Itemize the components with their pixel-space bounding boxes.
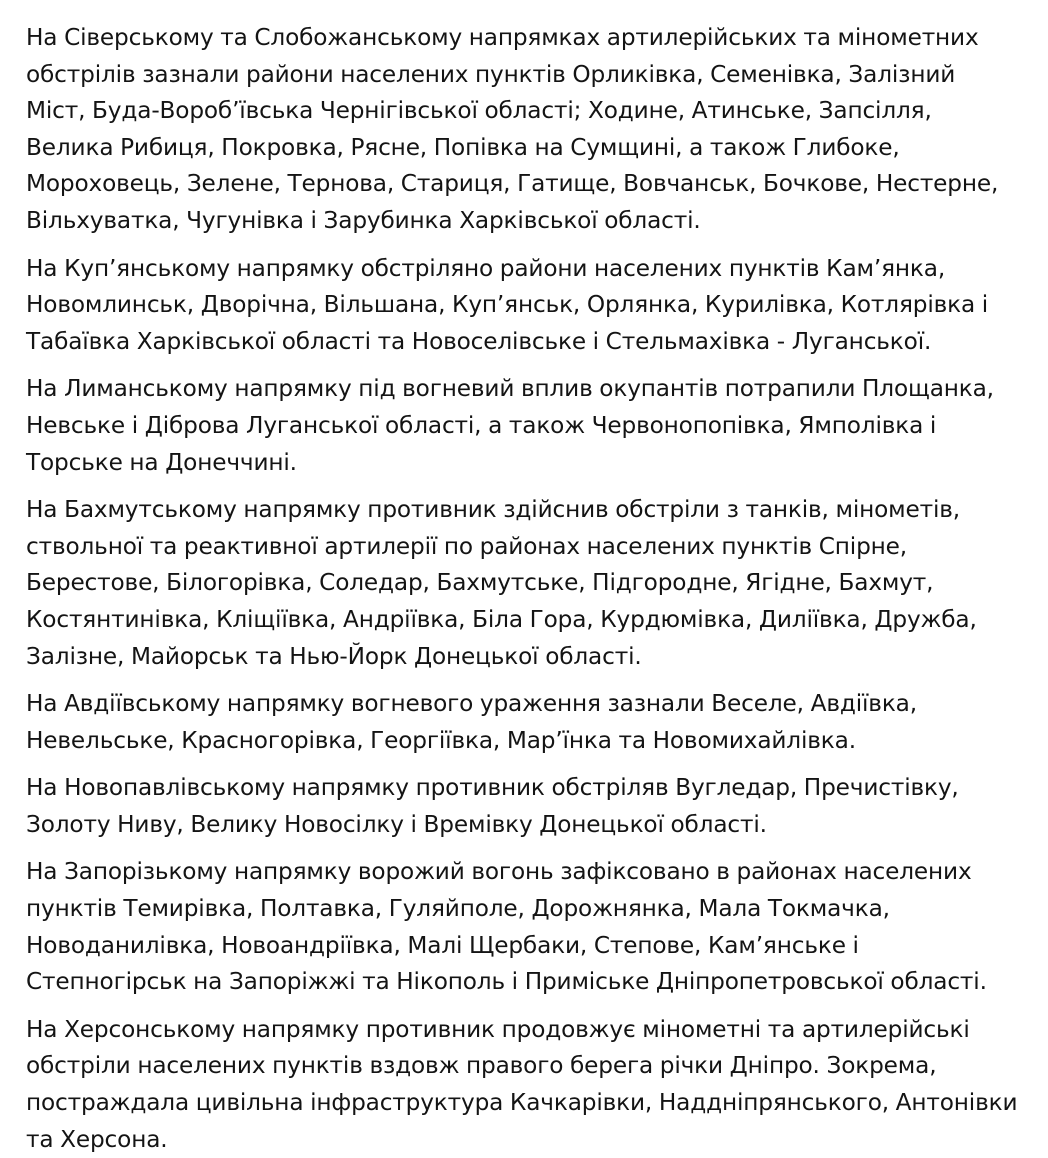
text-line: ствольної та реактивної артилерії по районах населених пунктів Спірне, <box>26 532 908 560</box>
text-line: На Запорізькому напрямку ворожий вогонь зафіксовано в районах населених <box>26 858 972 886</box>
text-line: Міст, Буда-Вороб’ївська Чернігівської області; Ходине, Атинське, Запсілля, <box>26 97 932 125</box>
text-line: Торське на Донеччині. <box>26 448 297 476</box>
text-line: Степногірськ на Запоріжжі та Нікополь і Приміське Дніпропетровської області. <box>26 968 987 996</box>
text-line: На Сіверському та Слобожанському напрямках артилерійських та мінометних <box>26 24 979 51</box>
text-line: Костянтинівка, Кліщіївка, Андріївка, Біла Гора, Курдюмівка, Диліївка, Дружба, <box>26 605 977 633</box>
text-line: Золоту Ниву, Велику Новосілку і Времівку Донецької області. <box>26 810 767 838</box>
text-line: На Бахмутському напрямку противник здійснив обстріли з танків, мінометів, <box>26 496 961 524</box>
text-line: На Авдіївському напрямку вогневого ураження зазнали Веселе, Авдіївка, <box>26 690 917 718</box>
paragraph-zaporizhzhia <box>26 854 1028 1000</box>
paragraph-kupiansk <box>26 251 1028 361</box>
text-line: Табаївка Харківської області та Новоселівське і Стельмахівка - Луганської. <box>26 327 932 355</box>
text-line: Новоданилівка, Новоандріївка, Малі Щербаки, Степове, Кам’янське і <box>26 931 859 959</box>
paragraph-kherson <box>26 1012 1028 1158</box>
text-line: Новомлинськ, Дворічна, Вільшана, Куп’янськ, Орлянка, Курилівка, Котлярівка і <box>26 291 989 319</box>
text-line: обстрілів зазнали райони населених пунктів Орликівка, Семенівка, Залізний <box>26 60 956 88</box>
text-line: обстріли населених пунктів вздовж правого берега річки Дніпро. Зокрема, <box>26 1052 937 1080</box>
text-line: Невське і Діброва Луганської області, а також Червонопопівка, Ямполівка і <box>26 411 937 439</box>
text-line: та Херсона. <box>26 1125 168 1153</box>
paragraph-novopavlivka <box>26 770 1028 843</box>
text-line: Берестове, Білогорівка, Соледар, Бахмутське, Підгородне, Ягідне, Бахмут, <box>26 569 934 597</box>
paragraph-avdiivka <box>26 686 1028 759</box>
text-line: Мороховець, Зелене, Тернова, Стариця, Гатище, Вовчанськ, Бочкове, Нестерне, <box>26 170 999 198</box>
paragraph-siversky-slobozhansky <box>26 20 1028 240</box>
text-line: На Новопавлівському напрямку противник обстріляв Вугледар, Пречистівку, <box>26 774 959 802</box>
text-line: Залізне, Майорськ та Нью-Йорк Донецької області. <box>26 642 642 670</box>
text-line: постраждала цивільна інфраструктура Качкарівки, Наддніпрянського, Антонівки <box>26 1089 1018 1117</box>
text-line: На Херсонському напрямку противник продовжує мінометні та артилерійські <box>26 1015 970 1043</box>
paragraph-bakhmut <box>26 492 1028 675</box>
paragraph-lyman <box>26 371 1028 481</box>
text-line: пунктів Темирівка, Полтавка, Гуляйполе, Дорожнянка, Мала Токмачка, <box>26 895 890 923</box>
text-line: На Лиманському напрямку під вогневий вплив окупантів потрапили Площанка, <box>26 375 994 403</box>
text-line: Вільхуватка, Чугунівка і Зарубинка Харківської області. <box>26 206 701 234</box>
text-line: Велика Рибиця, Покровка, Рясне, Попівка на Сумщині, а також Глибоке, <box>26 133 900 161</box>
text-line: Невельське, Красногорівка, Георгіївка, Мар’їнка та Новомихайлівка. <box>26 726 856 754</box>
text-line: На Куп’янському напрямку обстріляно райони населених пунктів Кам’янка, <box>26 254 946 282</box>
